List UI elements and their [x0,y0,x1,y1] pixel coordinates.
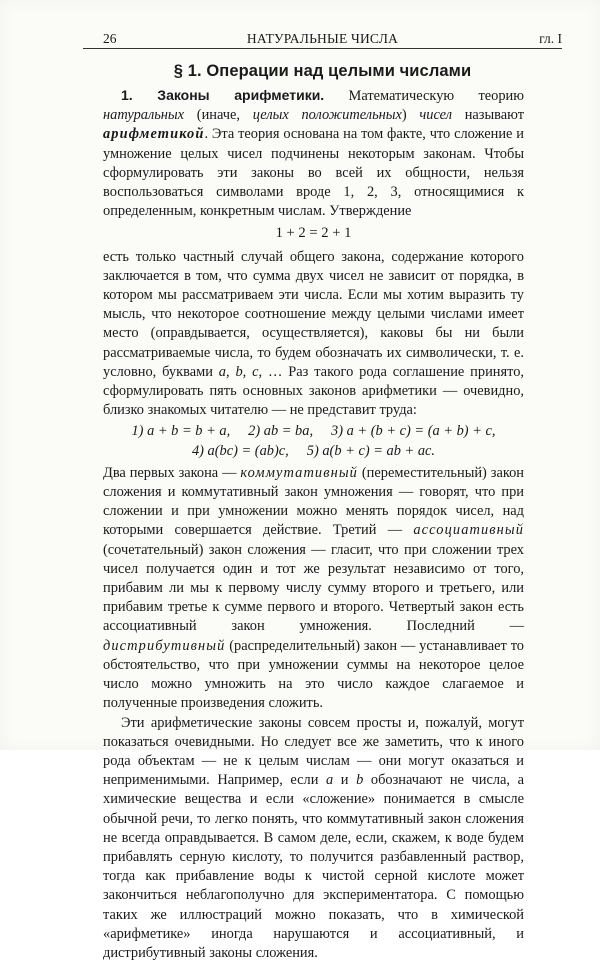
emphasis: натуральных [103,107,184,123]
law-3: 3) a + (b + c) = (a + b) + c, [331,423,495,439]
text-run: Эти арифметические законы совсем просты и, пожалуй, могут показаться очевидными. Но следует все же заметить, что к иного рода объектам — не к целым числам — они могут оказаться и неприменимыми. Например, если [103,715,524,789]
chapter-label: гл. I [539,30,562,48]
laws-row-1 [103,422,524,441]
term-associative: ассоциативный [413,522,524,538]
variable: b [356,772,363,788]
law-5: 5) a(b + c) = ab + ac. [307,443,435,459]
text-run: . Эта теория основана на том факте, что сложение и умножение целых чисел подчинены некоторым законам. Чтобы сформулировать эти законы во всей их общности, нельзя воспользоваться символами вроде 1, 2, 3, относящимися к определенным, конкретным числам. Утверждение [103,126,524,219]
formula-example: 1 + 2 = 2 + 1 [103,224,524,243]
text-run: и [333,772,356,788]
variable: a [326,772,333,788]
emphasis: чисел [419,107,452,123]
text-run: (распределительный) закон — устанавливает то обстоятельство, что при умножении суммы на некоторое целое число можно умножить на это число каждое слагаемое и полученные произведения сложить. [103,638,524,712]
law-1: 1) a + b = b + a, [131,423,230,439]
text-run: ) [402,107,420,123]
body-text [103,86,524,963]
text-run: обозначают не числа, а химические вещества и если «сложение» понимается в смысле обычной речи, то легко понять, что коммутативный закон сложения не всегда оправдывается. В самом деле, если, скажем, к воде будем прибавлять серную кислоту, то получится разбавленный раствор, тогда как прибавление воды к чистой серной кислоте может закончиться неблагополучно для экспериментатора. С помощью таких же иллюстраций можно показать, что в химической «арифметике» иногда нарушаются и ассоциативный, и дистрибутивный законы сложения. [103,772,524,961]
law-4: 4) a(bc) = (ab)c, [192,443,289,459]
page-number: 26 [103,30,117,48]
text-run: Математическую теорию [324,88,524,104]
term-commutative: коммутативный [240,465,358,481]
text-run: называют [452,107,524,123]
text-run: есть только частный случай общего закона, содержание которого заключается в том, что сумма двух чисел не зависит от порядка, в котором мы рассматриваем эти числа. Если мы хотим выразить ту мысль, что некоторое соотношение между целыми числами имеет место (оправдывается, осуществляется), каковы бы ни были рассматриваемые числа, то будем обозначать их символически, т. е. условно, буквами [103,249,524,380]
laws-list [103,422,524,460]
laws-row-2 [103,442,524,461]
paragraph-general-law [103,248,524,421]
subsection-heading: 1. Законы арифметики. [121,87,324,103]
section-title: § 1. Операции над целыми числами [83,62,562,81]
text-run: , … Раз такого рода соглашение принято, сформулировать пять основных законов арифметики — очевидно, близко знакомых читателю — не представит труда: [103,364,524,418]
paragraph-law-names [103,464,524,714]
text-run: (иначе, [184,107,253,123]
paragraph-chemistry-example [103,714,524,963]
law-2: 2) ab = ba, [248,423,313,439]
term-arithmetic: арифметикой [103,126,204,142]
variable: a, b, c [219,364,259,380]
paragraph-laws-of-arithmetic [103,86,524,221]
text-run: Два первых закона — [103,465,240,481]
running-title: НАТУРАЛЬНЫЕ ЧИСЛА [83,30,562,48]
running-header [83,30,562,49]
term-distributive: дистрибутивный [103,638,225,654]
text-run: (переместительный) закон сложения и коммутативный закон умножения — говорят, что при сложении и при умножении можно менять порядок чисел, над которыми совершается действие. Третий — [103,465,524,539]
text-run: (сочетательный) закон сложения — гласит, что при сложении трех чисел получается один и тот же результат независимо от того, прибавим ли мы к первому числу сумму второго и третьего, или прибавим третье к сумме первого и второго. Четвертый закон есть ассоциативный закон умножения. Последний — [103,542,524,635]
emphasis: целых положительных [253,107,402,123]
